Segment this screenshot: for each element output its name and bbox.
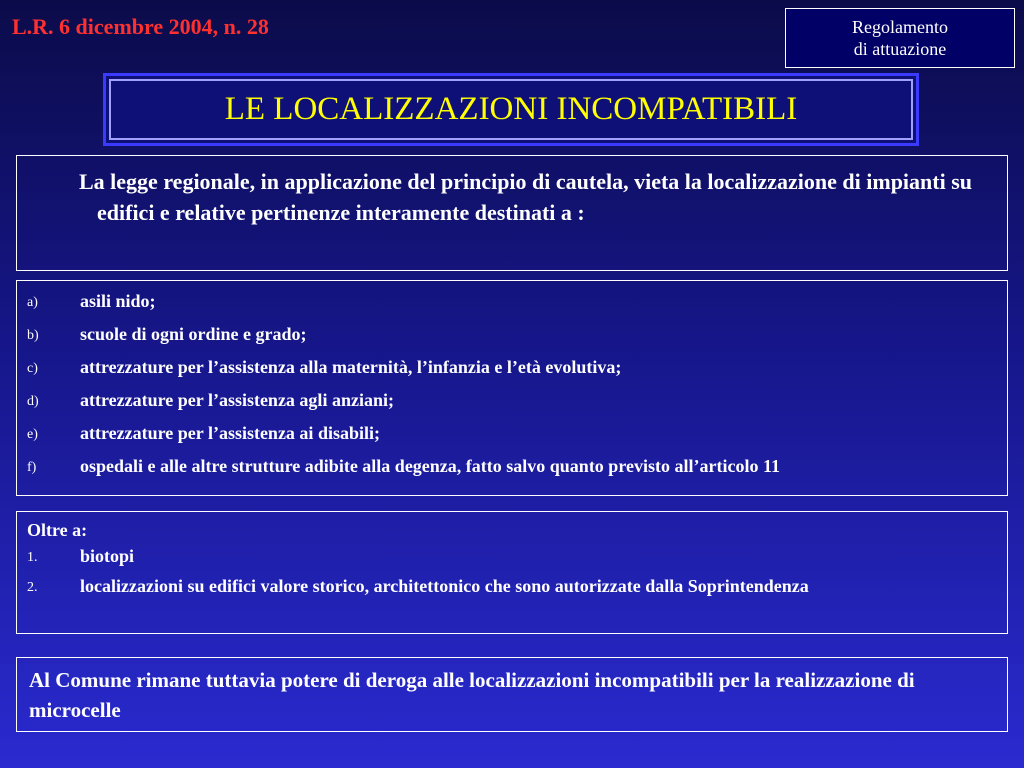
list-item: [27, 421, 1007, 454]
list-marker: 2.: [27, 580, 38, 595]
list-item: [27, 454, 1007, 487]
list-marker: b): [27, 328, 39, 343]
badge-line-2: di attuazione: [853, 39, 947, 59]
list-item: [27, 322, 1007, 355]
list-item-text: biotopi: [80, 546, 135, 566]
oltre-heading: Oltre a:: [27, 520, 88, 540]
list-marker: d): [27, 394, 39, 409]
list-item-text: attrezzature per l’assistenza agli anziani;: [80, 390, 394, 410]
slide-title: LE LOCALIZZAZIONI INCOMPATIBILI: [109, 79, 913, 140]
list-item: [27, 355, 1007, 388]
list-item-text: localizzazioni su edifici valore storico, architettonico che sono autorizzate dalla Soprintendenza: [80, 576, 809, 596]
badge-line-1: Regolamento: [852, 17, 948, 37]
list-marker: f): [27, 460, 37, 475]
regulation-badge: [785, 8, 1015, 68]
title-frame: [103, 73, 919, 146]
law-reference: L.R. 6 dicembre 2004, n. 28: [12, 14, 269, 39]
list-marker: a): [27, 295, 38, 310]
list-item-text: attrezzature per l’assistenza alla maternità, l’infanzia e l’età evolutiva;: [80, 357, 622, 377]
list-item-text: attrezzature per l’assistenza ai disabili;: [80, 423, 380, 443]
oltre-box: [16, 511, 1008, 634]
list-item: [27, 545, 997, 569]
list-item: [27, 388, 1007, 421]
deroga-text: Al Comune rimane tuttavia potere di deroga alle localizzazioni incompatibili per la realizzazione di microcelle: [29, 668, 915, 722]
incompatible-list: [16, 280, 1008, 496]
list-item: [27, 575, 997, 599]
deroga-box: [16, 657, 1008, 732]
list-marker: 1.: [27, 550, 38, 565]
list-item-text: scuole di ogni ordine e grado;: [80, 324, 307, 344]
list-item-text: asili nido;: [80, 291, 156, 311]
list-marker: e): [27, 427, 38, 442]
intro-text: La legge regionale, in applicazione del principio di cautela, vieta la localizzazione di impianti su edifici e relative pertinenze interamente destinati a :: [79, 169, 973, 225]
list-item-text: ospedali e alle altre strutture adibite alla degenza, fatto salvo quanto previsto all’articolo 11: [80, 456, 780, 476]
list-item: [27, 289, 1007, 322]
intro-box: [16, 155, 1008, 271]
list-marker: c): [27, 361, 38, 376]
